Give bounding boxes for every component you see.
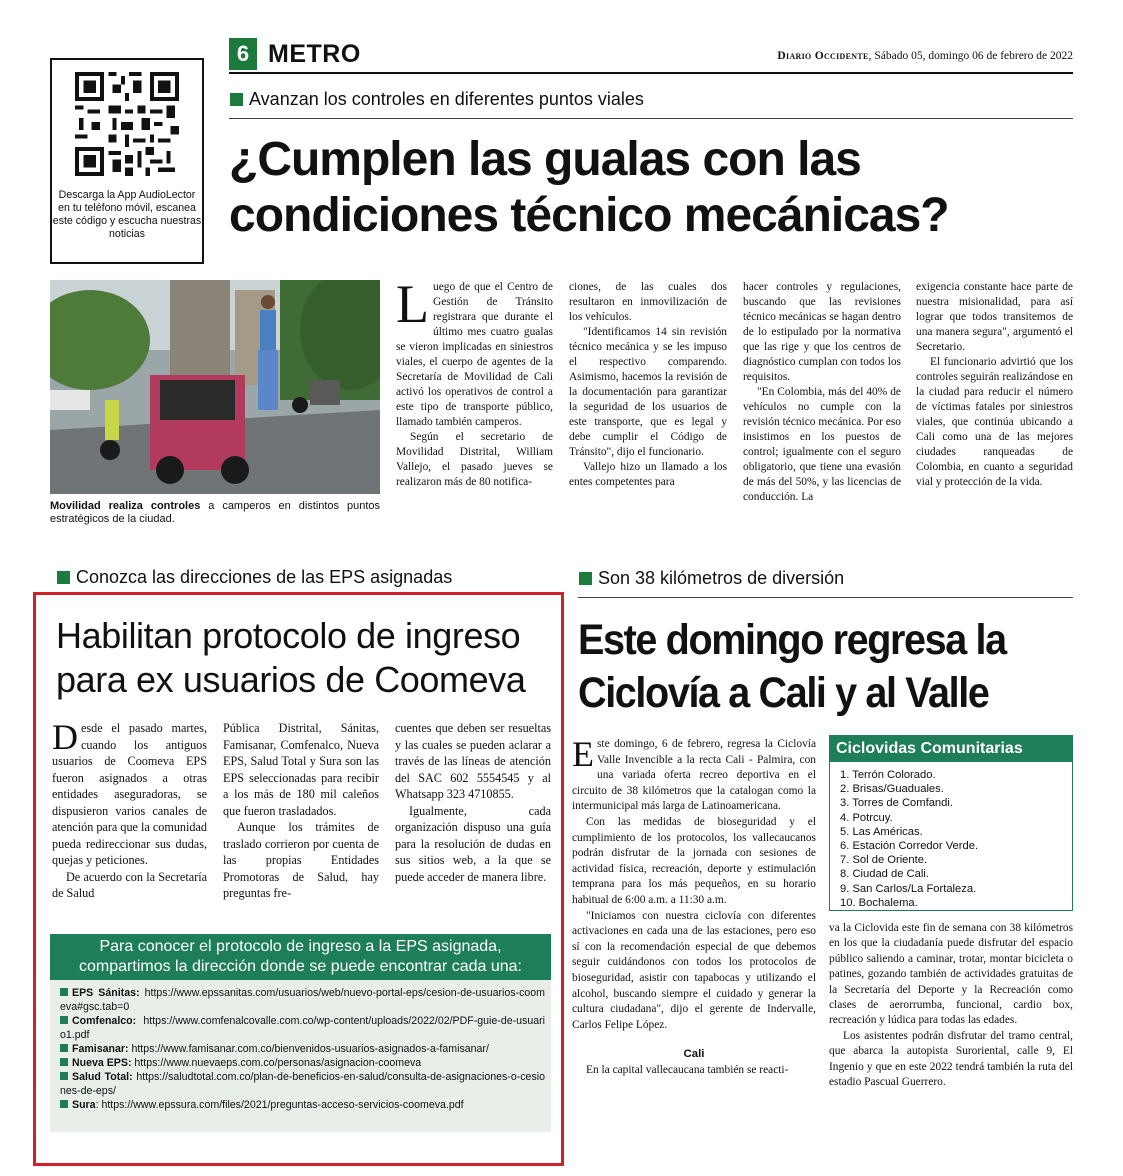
paragraph: Con las medidas de bioseguridad y el cumplimiento de los protocolos, los vallecaucanos podrán disfrutar de la jornada con sesiones de actividad física, recreación, deporte y estimulación temprana para los más pequeños, en su horario habitual de 6:00 a.m. a 11:30 a.m. bbox=[572, 815, 816, 906]
ciclovidas-list bbox=[840, 768, 978, 910]
eps-links-list bbox=[60, 986, 545, 1112]
paragraph: "Identificamos 14 sin revisión técnico mecánica y se les impuso el respectivo comparendo. Asimismo, hacemos la revisión de la documentación para garantizar la seguridad de los usuarios de este transporte, que es legal y debe cumplir el Código de Tránsito", dijo el funcionario. bbox=[569, 326, 727, 458]
paragraph: De acuerdo con la Secretaría de Salud bbox=[52, 869, 207, 900]
list-item: 5. Las Américas. bbox=[840, 825, 923, 838]
page-number: 6 bbox=[229, 38, 257, 70]
bullet-icon bbox=[60, 1044, 68, 1052]
story1-photo bbox=[50, 280, 380, 494]
list-item: 1. Terrón Colorado. bbox=[840, 769, 936, 781]
paragraph: Según el secretario de Movilidad Distrital, William Vallejo, el pasado jueves se realizaron más de 80 notifica- bbox=[396, 431, 553, 488]
story2-headline: Habilitan protocolo de ingreso para ex usuarios de Coomeva bbox=[56, 615, 526, 700]
eps-link-item[interactable]: EPS Sánitas: https://www.epssanitas.com/usuarios/web/nuevo-portal-eps/cesion-de-usuarios-coomeva#gsc.tab=0 bbox=[60, 987, 546, 1013]
story3-kicker: Son 38 kilómetros de diversión bbox=[579, 567, 844, 589]
photo-caption: Movilidad realiza controles a camperos en distintos puntos estratégicos de la ciudad. bbox=[50, 500, 381, 525]
story2-column-1 bbox=[52, 717, 207, 902]
paragraph: Los asistentes podrán disfrutar del tramo central, que abarca la autopista Suroriental, calle 9, El Ingenio y que en este 2022 tendrá también la ruta del estadio Pascual Guerrero. bbox=[829, 1029, 1073, 1089]
green-square-icon bbox=[579, 572, 592, 585]
eps-link[interactable]: https://saludtotal.com.co/plan-de-beneficios-en-salud/consulta-de-asignaciones-o-cesiones-de-eps/ bbox=[60, 1071, 545, 1097]
list-item: 10. Bochalema. bbox=[840, 896, 918, 909]
list-item: 2. Brisas/Guaduales. bbox=[840, 783, 944, 796]
ciclovidas-box bbox=[829, 735, 1073, 911]
green-square-icon bbox=[57, 571, 70, 584]
dropcap: L bbox=[396, 274, 429, 334]
paragraph: Pública Distrital, Sánitas, Famisanar, Comfenalco, Nueva EPS, Salud Total y Sura son las EPS seleccionadas para recibir a los más de 180 mil caleños que fueron trasladados. bbox=[223, 721, 379, 818]
list-item: 4. Potrcuy. bbox=[840, 811, 893, 824]
eps-link-item[interactable]: Comfenalco: https://www.comfenalcovalle.com.co/wp-content/uploads/2022/02/PDF-guie-de-usuario1.pdf bbox=[60, 1015, 545, 1041]
paragraph: va la Ciclovida este fin de semana con 38 kilómetros en los que la ciudadanía puede disfrutar del espacio público saliendo a caminar, trotar, montar bicicleta o patines, gozando también de actividades gratuitas de la Secretaría del Deporte y la Recreación como clases de aerorrumba, funcional, cardio box, recreación y lúdica para todas las edades. bbox=[829, 922, 1073, 1027]
story3-column-2 bbox=[829, 921, 1073, 1090]
kicker-rule bbox=[578, 597, 1073, 598]
qr-caption: Descarga la App AudioLector en tu teléfono móvil, escanea este código y escucha nuestras noticias bbox=[52, 189, 202, 240]
paragraph: En la capital vallecaucana también se reacti- bbox=[586, 1063, 789, 1076]
list-item: 7. Sol de Oriente. bbox=[840, 854, 928, 867]
story1-column-4 bbox=[916, 280, 1073, 490]
issue-date: , Sábado 05, domingo 06 de febrero de 2022 bbox=[868, 50, 1073, 62]
dropcap: D bbox=[52, 717, 78, 757]
eps-link[interactable]: : https://www.epssura.com/files/2021/preguntas-acceso-servicios-coomeva.pdf bbox=[95, 1099, 464, 1111]
ciclovidas-title: Ciclovidas Comunitarias bbox=[830, 736, 1072, 762]
paragraph: Igualmente, cada organización dispuso una guía para la resolución de dudas en sus sitios web, a la que se puede acceder de manera libre. bbox=[395, 803, 551, 884]
list-item: 6. Estación Corredor Verde. bbox=[840, 840, 979, 853]
paragraph: El funcionario advirtió que los controles seguirán realizándose en la ciudad para reducir el número de víctimas fatales por siniestros viales, que continúa ubicando a Cali como una de las mejores ciudades ranqueadas de Colombia, en cuanto a seguridad vial y protección de la vida. bbox=[916, 356, 1073, 488]
story3-headline: Este domingo regresa la Ciclovía a Cali y al Valle bbox=[578, 616, 1006, 717]
story1-headline: ¿Cumplen las gualas con las condiciones técnico mecánicas? bbox=[229, 133, 949, 242]
qr-code-box bbox=[50, 58, 204, 264]
eps-link[interactable]: https://www.epssanitas.com/usuarios/web/nuevo-portal-eps/cesion-de-usuarios-coomeva#gsc.tab=0 bbox=[60, 987, 546, 1013]
list-item: 3. Torres de Comfandi. bbox=[840, 797, 953, 810]
kicker-rule bbox=[229, 118, 1073, 119]
bullet-icon bbox=[60, 1016, 68, 1024]
eps-links-box bbox=[50, 934, 551, 1132]
bullet-icon bbox=[60, 1072, 68, 1080]
paragraph: "En Colombia, más del 40% de vehículos no cumple con la revisión técnico mecánica. Por eso insistimos en los puestos de control; igualmente con el seguro obligatorio, que tiene una evasión de más del 50%, y las licencias de conducción. La bbox=[743, 386, 901, 503]
eps-link[interactable]: https://www.comfenalcovalle.com.co/wp-content/uploads/2022/02/PDF-guie-de-usuario1.pdf bbox=[60, 1015, 545, 1041]
paragraph: "Iniciamos con nuestra ciclovía con diferentes activaciones en cada una de las estaciones, pero eso sí con la recomendación especial de que debemos seguir cuidándonos con todos los protocolos de bioseguridad, asistir con tapabocas y utilizando el alcohol, buscando siempre el cuidado y generar la cultura ciudadana", dijo el gerente de Indervalle, Carlos Felipe López. bbox=[572, 909, 816, 1031]
eps-link[interactable]: https://www.famisanar.com.co/bienvenidos-usuarios-asignados-a-famisanar/ bbox=[128, 1043, 489, 1055]
qr-code[interactable] bbox=[75, 72, 179, 176]
eps-links-banner: Para conocer el protocolo de ingreso a la EPS asignada, compartimos la dirección donde se puede encontrar cada una: bbox=[50, 934, 551, 980]
story1-column-1 bbox=[396, 274, 553, 490]
story1-kicker: Avanzan los controles en diferentes puntos viales bbox=[230, 88, 644, 110]
paragraph: ciones, de las cuales dos resultaron en inmovilización de los vehículos. bbox=[569, 281, 727, 323]
paragraph: Este domingo, 6 de febrero, regresa la Ciclovía Valle Invencible a la recta Cali - Palmira, con una variada oferta recreo deportiva en el circuito de 38 kilómetros que la catalogan como la intermunicipal más larga de Latinoamericana. bbox=[572, 734, 816, 813]
subhead: Cali bbox=[683, 1048, 705, 1061]
paragraph: Vallejo hizo un llamado a los entes competentes para bbox=[569, 461, 727, 488]
header-divider bbox=[229, 72, 1073, 74]
eps-link-item[interactable]: Salud Total: https://saludtotal.com.co/plan-de-beneficios-en-salud/consulta-de-asignaciones-o-cesiones-de-eps/ bbox=[60, 1071, 545, 1097]
bullet-icon bbox=[60, 1100, 68, 1108]
story1-column-3 bbox=[743, 280, 901, 505]
bullet-icon bbox=[60, 1058, 68, 1066]
paragraph: Aunque los trámites de traslado corrieron por cuenta de las propias Entidades Promotoras de Salud, hay preguntas fre- bbox=[223, 820, 379, 900]
bullet-icon bbox=[60, 988, 68, 996]
paragraph: cuentes que deben ser resueltas y las cuales se pueden aclarar a través de las líneas de atención del SAC 602 5554545 y al Whatsapp 323 4710855. bbox=[395, 721, 551, 801]
story2-column-3 bbox=[395, 720, 551, 885]
list-item: 9. San Carlos/La Fortaleza. bbox=[840, 882, 977, 895]
dropcap: E bbox=[572, 734, 594, 774]
story1-column-2 bbox=[569, 280, 727, 490]
newspaper-name: Diario Occidente bbox=[777, 50, 869, 62]
eps-link-item[interactable]: Famisanar: https://www.famisanar.com.co/bienvenidos-usuarios-asignados-a-famisanar/ bbox=[60, 1042, 545, 1056]
eps-link-item[interactable]: Sura: https://www.epssura.com/files/2021/preguntas-acceso-servicios-coomeva.pdf bbox=[60, 1098, 545, 1112]
eps-link-item[interactable]: Nueva EPS: https://www.nuevaeps.com.co/personas/asignacion-coomeva bbox=[60, 1056, 545, 1070]
list-item: 8. Ciudad de Cali. bbox=[840, 868, 929, 881]
paragraph: Luego de que el Centro de Gestión de Tránsito registrara que durante el último mes cuatro gualas se vieron implicadas en siniestros viales, el cuerpo de agentes de la Secretaría de Movilidad de Cali activó los operativos de control a este tipo de transporte público, llamado también camperos. bbox=[396, 274, 553, 428]
section-title: METRO bbox=[268, 40, 361, 68]
story3-column-1 bbox=[572, 734, 816, 1078]
green-square-icon bbox=[230, 93, 243, 106]
paragraph: exigencia constante hace parte de nuestra misionalidad, para así lograr que todos transitemos de una manera segura", argumentó el Secretario. bbox=[916, 281, 1073, 353]
eps-link[interactable]: https://www.nuevaeps.com.co/personas/asignacion-coomeva bbox=[131, 1057, 422, 1069]
story2-column-2 bbox=[223, 720, 379, 902]
paragraph: Desde el pasado martes, cuando los antiguos usuarios de Coomeva EPS fueron asignados a otras entidades aseguradoras, se dispusieron varios canales de atención para que la comunidad pueda redireccionar sus dudas, quejas y peticiones. bbox=[52, 717, 207, 867]
masthead bbox=[777, 50, 1073, 62]
story2-kicker: Conozca las direcciones de las EPS asignadas bbox=[57, 566, 452, 588]
paragraph: hacer controles y regulaciones, buscando que las revisiones técnico mecánicas se hagan dentro de lo estipulado por la normativa que las rige y que los centros de diagnóstico cumplan con todos los requisitos. bbox=[743, 281, 901, 383]
